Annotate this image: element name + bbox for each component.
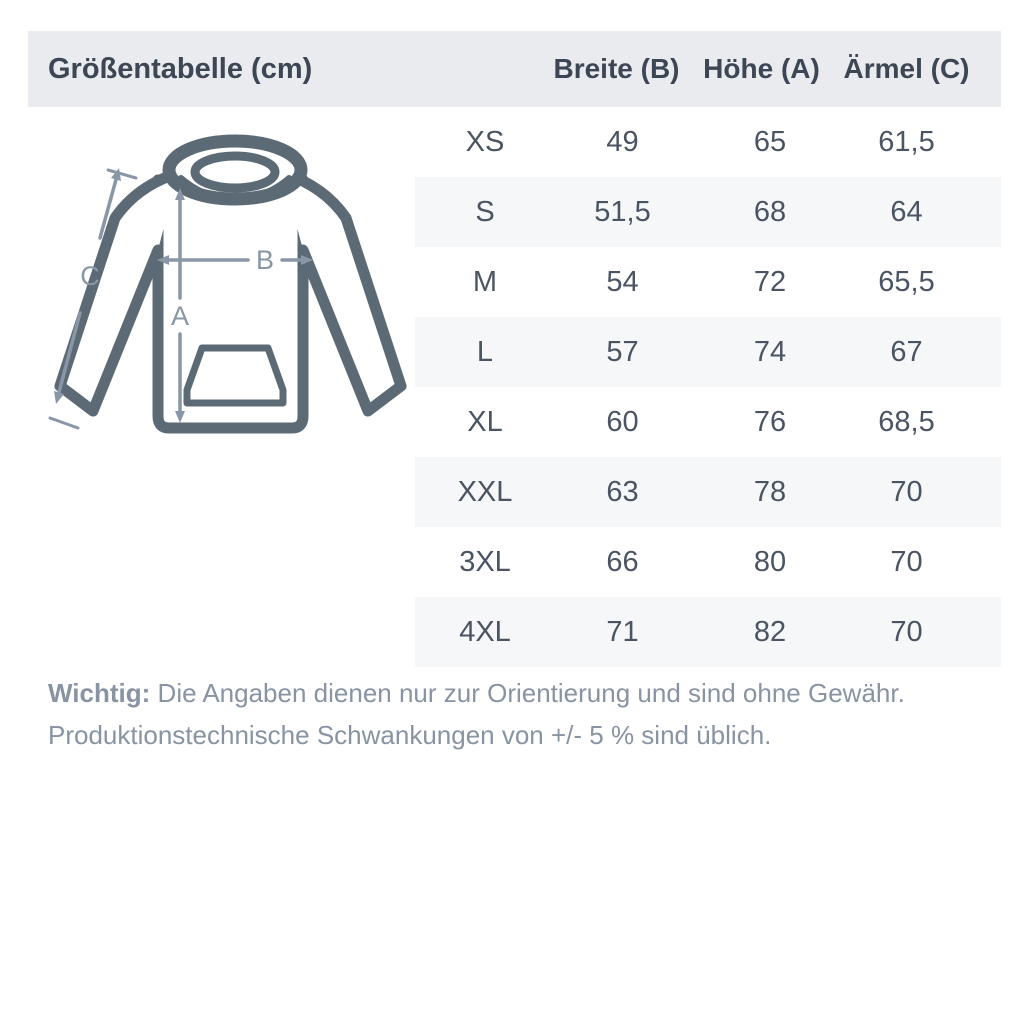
measure-label-a: A <box>170 301 190 331</box>
breite-value: 71 <box>606 615 639 648</box>
aermel-value: 61,5 <box>878 125 935 158</box>
size-label: M <box>472 265 498 298</box>
hoehe-value: 72 <box>753 265 787 298</box>
header-band <box>28 31 1001 107</box>
hoehe-value: 76 <box>753 405 787 438</box>
table-row-xs <box>415 107 1001 177</box>
table-row-xxl <box>415 457 1001 527</box>
aermel-value: 64 <box>890 195 923 228</box>
hoehe-value: 82 <box>753 615 787 648</box>
aermel-value: 65,5 <box>878 265 935 298</box>
breite-value: 54 <box>606 265 639 298</box>
table-row-xl <box>415 387 1001 457</box>
column-header-breite: Breite (B) <box>553 53 680 84</box>
disclaimer-note <box>48 672 905 756</box>
size-label: S <box>475 195 495 228</box>
hood-inner <box>195 156 275 188</box>
aermel-value: 70 <box>890 545 923 578</box>
breite-value: 57 <box>606 335 639 368</box>
table-row-3xl <box>415 527 1001 597</box>
table-row-4xl <box>415 597 1001 667</box>
measure-label-b: B <box>255 245 275 275</box>
disclaimer-line-2: Produktionstechnische Schwankungen von +/- 5 % sind üblich. <box>48 720 772 750</box>
breite-value: 51,5 <box>594 195 651 228</box>
size-label: XL <box>467 405 503 438</box>
aermel-value: 70 <box>890 615 923 648</box>
disclaimer-text: Die Angaben dienen nur zur Orientierung und sind ohne Gewähr. <box>150 678 905 708</box>
size-label: XXL <box>457 475 513 508</box>
column-header-hoehe: Höhe (A) <box>703 53 820 84</box>
breite-value: 63 <box>606 475 639 508</box>
column-header-aermel: Ärmel (C) <box>843 53 970 84</box>
aermel-value: 67 <box>890 335 923 368</box>
hoodie-measurement-diagram <box>45 118 417 466</box>
hoehe-value: 68 <box>753 195 787 228</box>
breite-value: 49 <box>606 125 639 158</box>
hoodie-pocket <box>187 348 283 403</box>
size-label: 4XL <box>459 615 511 648</box>
table-row-m <box>415 247 1001 317</box>
disclaimer-prefix: Wichtig: <box>48 678 151 708</box>
breite-value: 66 <box>606 545 639 578</box>
disclaimer-line-1 <box>48 672 905 714</box>
aermel-value: 68,5 <box>878 405 935 438</box>
measure-label-c: C <box>80 261 100 291</box>
table-row-l <box>415 317 1001 387</box>
hoehe-value: 74 <box>753 335 787 368</box>
size-label: L <box>476 335 494 368</box>
table-row-s <box>415 177 1001 247</box>
hoehe-value: 78 <box>753 475 787 508</box>
size-label: XS <box>465 125 505 158</box>
size-label: 3XL <box>459 545 511 578</box>
hoehe-value: 65 <box>753 125 787 158</box>
measure-tick-bottom <box>50 418 78 428</box>
breite-value: 60 <box>606 405 639 438</box>
aermel-value: 70 <box>890 475 923 508</box>
size-table <box>415 107 1001 667</box>
hoehe-value: 80 <box>753 545 787 578</box>
page-title: Größentabelle (cm) <box>48 52 313 85</box>
